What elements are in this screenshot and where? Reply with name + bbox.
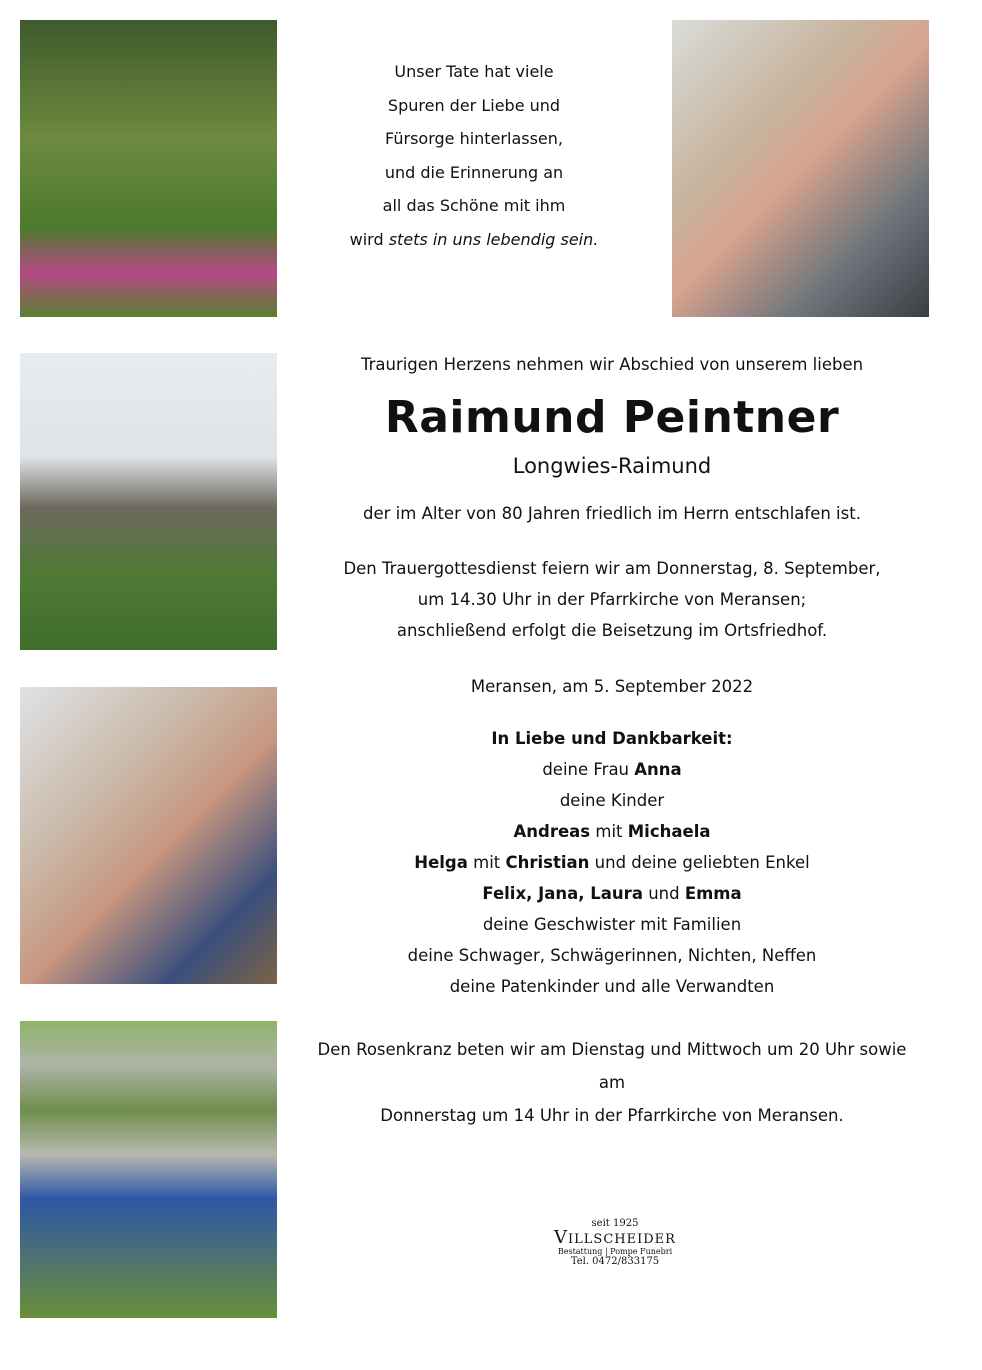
mourner-name: Anna (634, 760, 682, 779)
quote-line: all das Schöne mit ihm (382, 196, 566, 216)
rosary-info (312, 1033, 912, 1132)
mourner-text: deine Geschwister mit Familien (482, 915, 742, 934)
service-line: Den Trauergottesdienst feiern wir am Donnerstag, 8. September, (343, 559, 881, 578)
intro-text: Traurigen Herzens nehmen wir Abschied von unserem lieben (360, 355, 864, 374)
rosary-line: Den Rosenkranz beten wir am Dienstag und Mittwoch um 20 Uhr sowie am (317, 1040, 907, 1092)
mourner-text: und (642, 884, 685, 903)
photo-man-on-bench (20, 1021, 277, 1318)
logo-phone: Tel. 0472/833175 (570, 1256, 660, 1267)
photo-man-kneeling-by-flowers (20, 20, 277, 317)
mourner-text: deine Frau (542, 760, 635, 779)
funeral-home-logo (530, 1218, 700, 1267)
mourner-text: mit (590, 822, 628, 841)
mourner-text: mit (467, 853, 506, 872)
mourner-name: Christian (505, 853, 590, 872)
obituary-text (312, 355, 912, 1132)
logo-subtitle: Bestattung | Pompe Funebri (557, 1247, 673, 1256)
mourner-name: Helga (414, 853, 468, 872)
quote-text: wird (349, 229, 389, 249)
rosary-line: Donnerstag um 14 Uhr in der Pfarrkirche von Meransen. (380, 1106, 844, 1125)
mourner-text: deine Schwager, Schwägerinnen, Nichten, Neffen (407, 946, 817, 965)
quote-line: Unser Tate hat viele (394, 62, 554, 81)
logo-brand: Villscheider (554, 1227, 676, 1248)
mourner-name: Michaela (627, 822, 711, 841)
quote-italic-text: stets in uns lebendig sein. (388, 229, 599, 249)
mourners-heading: In Liebe und Dankbarkeit: (491, 729, 733, 748)
deceased-name: Raimund Peintner (384, 392, 840, 443)
memorial-quote (345, 55, 603, 257)
mourners-list (312, 723, 912, 1002)
date-line: Meransen, am 5. September 2022 (470, 677, 754, 696)
portrait-man-with-hat (672, 20, 929, 317)
nickname: Longwies-Raimund (512, 454, 712, 478)
mourner-name: Andreas (513, 822, 591, 841)
service-line: um 14.30 Uhr in der Pfarrkirche von Meransen; (417, 590, 807, 609)
service-line: anschließend erfolgt die Beisetzung im Ortsfriedhof. (396, 621, 828, 640)
quote-line: und die Erinnerung an (384, 162, 564, 182)
mourner-text: deine Kinder (559, 791, 665, 810)
quote-line: Spuren der Liebe und (387, 95, 561, 115)
service-info (312, 553, 912, 646)
photo-man-with-hat-and-rake (20, 353, 277, 650)
quote-line (345, 223, 603, 257)
mourner-name: Felix, Jana, Laura (482, 884, 643, 903)
logo-since: seit 1925 (591, 1218, 639, 1229)
mourner-text: deine Patenkinder und alle Verwandten (449, 977, 775, 996)
quote-line: Fürsorge hinterlassen, (385, 129, 563, 149)
photo-man-looking-down (20, 687, 277, 984)
mourner-name: Emma (684, 884, 742, 903)
age-line: der im Alter von 80 Jahren friedlich im Herrn entschlafen ist. (363, 504, 861, 523)
mourner-text: und deine geliebten Enkel (589, 853, 810, 872)
